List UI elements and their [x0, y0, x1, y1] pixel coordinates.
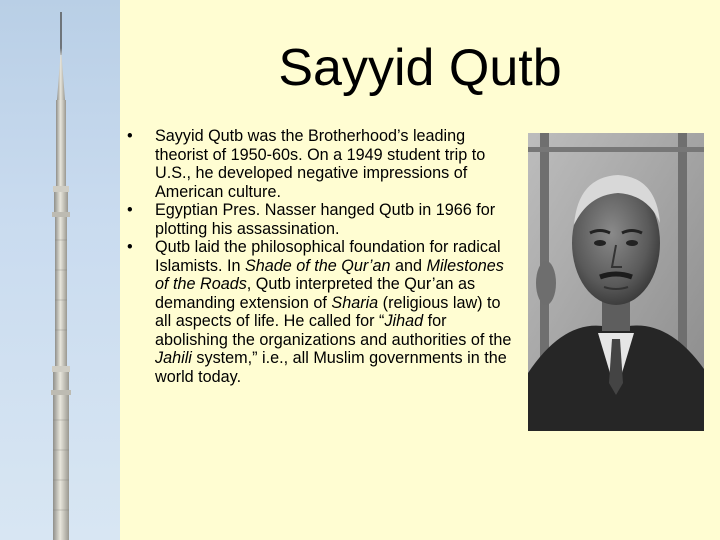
bullet-text	[155, 201, 495, 238]
italic-text: Milestones of the Roads	[155, 256, 504, 293]
text-segment: for abolishing the organizations and authorities of the	[155, 312, 512, 349]
slide-title: Sayyid Qutb	[278, 39, 562, 97]
text-segment: (religious law) to all aspects of life. He called for “	[155, 293, 501, 330]
minaret-photo	[0, 0, 120, 540]
italic-text: Shade of the Qur’an	[244, 256, 391, 275]
bullet-item	[125, 201, 520, 238]
italic-text: Jihad	[384, 312, 424, 330]
bullet-item	[125, 238, 520, 386]
minaret-icon	[0, 0, 120, 540]
italic-text: Jahili	[155, 349, 192, 367]
portrait-icon	[528, 133, 704, 431]
portrait-photo	[528, 133, 704, 431]
text-segment: , Qutb interpreted the Qur’an as demanding extension of	[155, 275, 476, 312]
bullet-marker: •	[127, 238, 133, 256]
italic-text: Sharia	[331, 293, 379, 312]
bullet-marker: •	[127, 127, 133, 145]
text-segment: and	[390, 256, 427, 275]
bullet-marker: •	[127, 201, 133, 219]
text-segment: Sayyid Qutb was the Brotherhood’s leading theorist of 1950-60s. On a 1949 student trip to U.S., he developed negative impressions of American culture.	[155, 127, 486, 201]
text-segment: system,” i.e., all Muslim governments in the world today.	[155, 349, 507, 386]
bullet-item	[125, 127, 520, 201]
text-segment: Qutb laid the philosophical foundation for radical Islamists. In	[155, 238, 501, 275]
bullet-text	[155, 238, 511, 386]
bullet-list	[125, 127, 520, 386]
text-segment: Egyptian Pres. Nasser hanged Qutb in 1966 for plotting his assassination.	[155, 201, 496, 238]
bullet-text	[155, 127, 485, 201]
